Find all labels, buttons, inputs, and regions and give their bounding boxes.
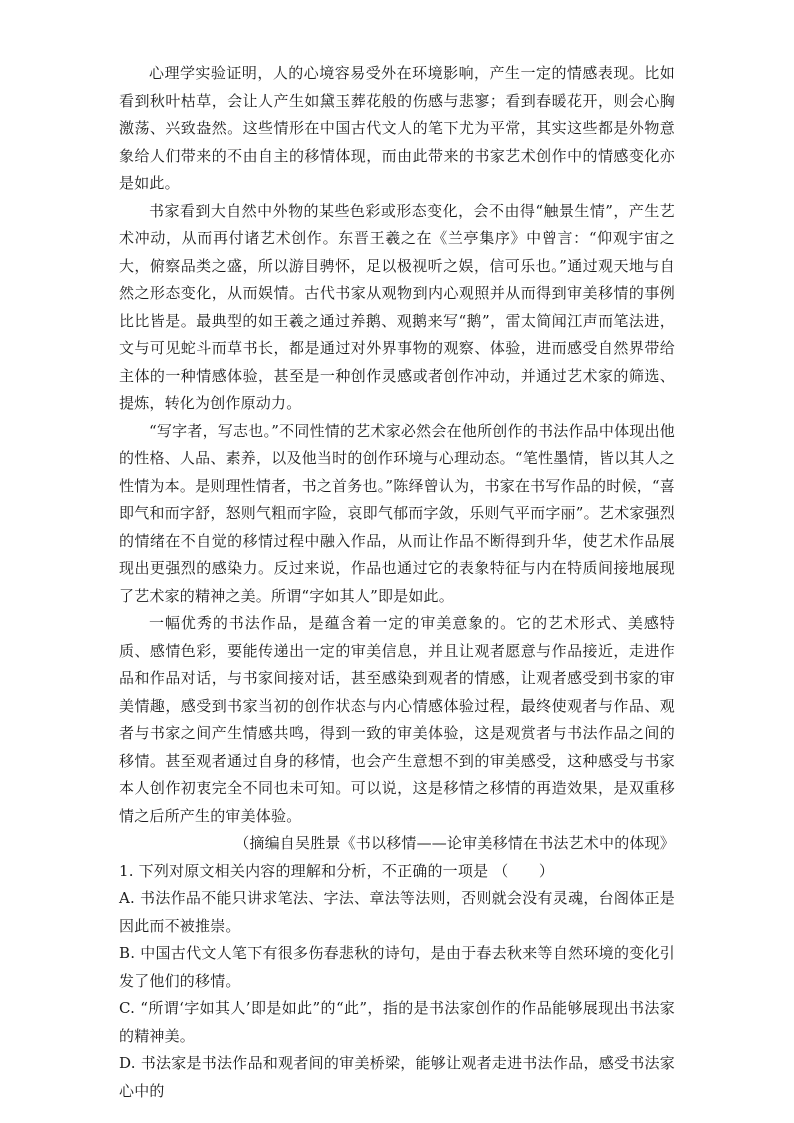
document-page <box>119 60 675 1105</box>
option-c: C. “所谓‘字如其人’即是如此”的“此”，指的是书法家创作的作品能够展现出书法家的精神美。 <box>119 999 675 1045</box>
article-paragraph-2: 书家看到大自然中外物的某些色彩或形态变化，会不由得“触景生情”，产生艺术冲动，从而再付诸艺术创作。东晋王羲之在《兰亭集序》中曾言：“仰观宇宙之大，俯察品类之盛，所以游目骋怀，足以极视听之娱，信可乐也。”通过观天地与自然之形态变化，从而娱情。古代书家从观物到内心观照并从而得到审美移情的事例比比皆是。最典型的如王羲之通过养鹅、观鹅来写“鹅”，雷太简闻江声而笔法进，文与可见蛇斗而草书长，都是通过对外界事物的观察、体验，进而感受自然界带给主体的一种情感体验，甚至是一种创作灵感或者创作冲动，并通过艺术家的筛选、提炼，转化为创作原动力。 <box>119 201 675 412</box>
article-paragraph-4: 一幅优秀的书法作品，是蕴含着一定的审美意象的。它的艺术形式、美感特质、感情色彩，要能传递出一定的审美信息，并且让观者愿意与作品接近，走进作品和作品对话，与书家间接对话，甚至感染到观者的情感，让观者感受到书家的审美情趣，感受到书家当初的创作状态与内心情感体验过程，最终使观者与作品、观者与书家之间产生情感共鸣，得到一致的审美体验，这是观赏者与书法作品之间的移情。甚至观者通过自身的移情，也会产生意想不到的审美感受，这种感受与书家本人创作初衷完全不同也未可知。可以说，这是移情之移情的再造效果，是双重移情之后所产生的审美体验。 <box>119 614 675 825</box>
article-source: （摘编自吴胜景《书以移情——论审美移情在书法艺术中的体现》 <box>234 834 675 852</box>
article-paragraph-1: 心理学实验证明，人的心境容易受外在环境影响，产生一定的情感表现。比如看到秋叶枯草，会让人产生如黛玉葬花般的伤感与悲寥；看到春暖花开，则会心胸激荡、兴致盎然。这些情形在中国古代文人的笔下尤为平常，其实这些都是外物意象给人们带来的不由自主的移情体现，而由此带来的书家艺术创作中的情感变化亦是如此。 <box>119 64 675 192</box>
option-a: A. 书法作品不能只讲求笔法、字法、章法等法则，否则就会没有灵魂，台阁体正是因此而不被推崇。 <box>119 889 675 935</box>
article <box>119 60 675 858</box>
option-d: D. 书法家是书法作品和观者间的审美桥梁，能够让观者走进书法作品，感受书法家心中的 <box>119 1054 675 1100</box>
option-b: B. 中国古代文人笔下有很多伤春悲秋的诗句，是由于春去秋来等自然环境的变化引发了他们的移情。 <box>119 944 675 990</box>
article-paragraph-3: “写字者，写志也。”不同性情的艺术家必然会在他所创作的书法作品中体现出他的性格、人品、素养，以及他当时的创作环境与心理动态。“笔性墨情，皆以其人之性情为本。是则理性情者，书之首务也。”陈绎曾认为，书家在书写作品的时候，“喜即气和而字舒，怒则气粗而字险，哀即气郁而字敛，乐则气平而字丽”。艺术家强烈的情绪在不自觉的移情过程中融入作品，从而让作品不断得到升华，使艺术作品展现出更强烈的感染力。反过来说，作品也通过它的表象特征与内在特质间接地展现了艺术家的精神之美。所谓“字如其人”即是如此。 <box>119 421 675 605</box>
question-stem: 1. 下列对原文相关内容的理解和分析，不正确的一项是 （ ） <box>119 861 555 880</box>
question-1 <box>119 858 675 1106</box>
